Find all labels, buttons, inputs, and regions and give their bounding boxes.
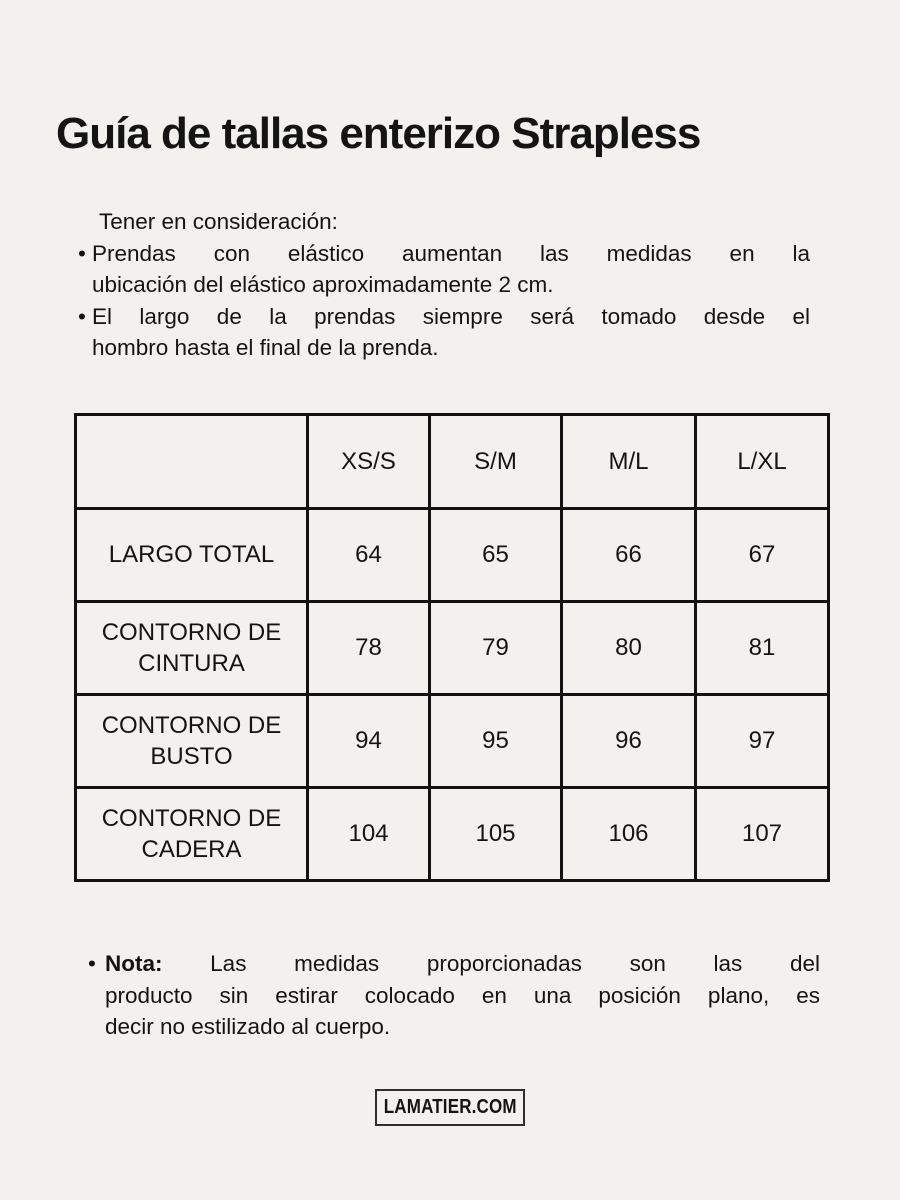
consideration-bullet-1	[78, 238, 810, 301]
measure-value-cell: 95	[430, 695, 562, 788]
table-row-contorno-busto	[76, 695, 829, 788]
note-bullet	[88, 948, 820, 1043]
measure-value-cell: 105	[430, 788, 562, 881]
measure-label-cell: CONTORNO DE CADERA	[76, 788, 308, 881]
measure-value-cell: 107	[696, 788, 829, 881]
measure-value-cell: 81	[696, 602, 829, 695]
size-col-header-s-m: S/M	[430, 415, 562, 509]
bullet-dot: •	[88, 951, 96, 976]
bullet-line: ubicación del elástico aproximadamente 2 cm.	[92, 272, 554, 297]
size-col-header-l-xl: L/XL	[696, 415, 829, 509]
note-line	[105, 948, 820, 980]
note-line: producto sin estirar colocado en una posición plano, es	[105, 982, 820, 1008]
considerations-section	[78, 206, 810, 364]
measure-value-cell: 66	[562, 509, 696, 602]
brand-badge	[375, 1089, 525, 1126]
note-label: Nota:	[105, 951, 163, 976]
bullet-dot: •	[78, 303, 86, 329]
measure-value-cell: 97	[696, 695, 829, 788]
page-title: Guía de tallas enterizo Strapless	[56, 109, 701, 158]
size-col-header-m-l: M/L	[562, 415, 696, 509]
measure-value-cell: 64	[308, 509, 430, 602]
bullet-line: El largo de la prendas siempre será tomado desde el	[92, 303, 810, 329]
note-section	[88, 948, 820, 1043]
size-table-header-row	[76, 415, 829, 509]
measure-value-cell: 79	[430, 602, 562, 695]
table-row-contorno-cadera	[76, 788, 829, 881]
note-text	[105, 948, 820, 1043]
measure-label-cell: CONTORNO DE CINTURA	[76, 602, 308, 695]
measure-value-cell: 96	[562, 695, 696, 788]
bullet-line: Prendas con elástico aumentan las medidas en la	[92, 240, 810, 266]
measure-value-cell: 78	[308, 602, 430, 695]
consideration-bullet-2-text	[92, 301, 810, 364]
size-table-corner-cell	[76, 415, 308, 509]
consideration-bullet-2	[78, 301, 810, 364]
consideration-bullet-1-text	[92, 238, 810, 301]
bullet-line: hombro hasta el final de la prenda.	[92, 335, 439, 360]
note-line: decir no estilizado al cuerpo.	[105, 1014, 391, 1039]
measure-value-cell: 94	[308, 695, 430, 788]
measure-value-cell: 104	[308, 788, 430, 881]
measure-value-cell: 65	[430, 509, 562, 602]
note-line-rest: Las medidas proporcionadas son las del	[210, 951, 820, 976]
considerations-heading: Tener en consideración:	[99, 209, 338, 234]
measure-value-cell: 67	[696, 509, 829, 602]
measure-label-cell: LARGO TOTAL	[76, 509, 308, 602]
measure-value-cell: 106	[562, 788, 696, 881]
measure-label-cell: CONTORNO DE BUSTO	[76, 695, 308, 788]
measure-value-cell: 80	[562, 602, 696, 695]
table-row-contorno-cintura	[76, 602, 829, 695]
bullet-dot: •	[78, 240, 86, 266]
brand-badge-label: LAMATIER.COM	[383, 1096, 517, 1118]
size-table	[74, 413, 830, 882]
size-col-header-xs-s: XS/S	[308, 415, 430, 509]
table-row-largo-total	[76, 509, 829, 602]
